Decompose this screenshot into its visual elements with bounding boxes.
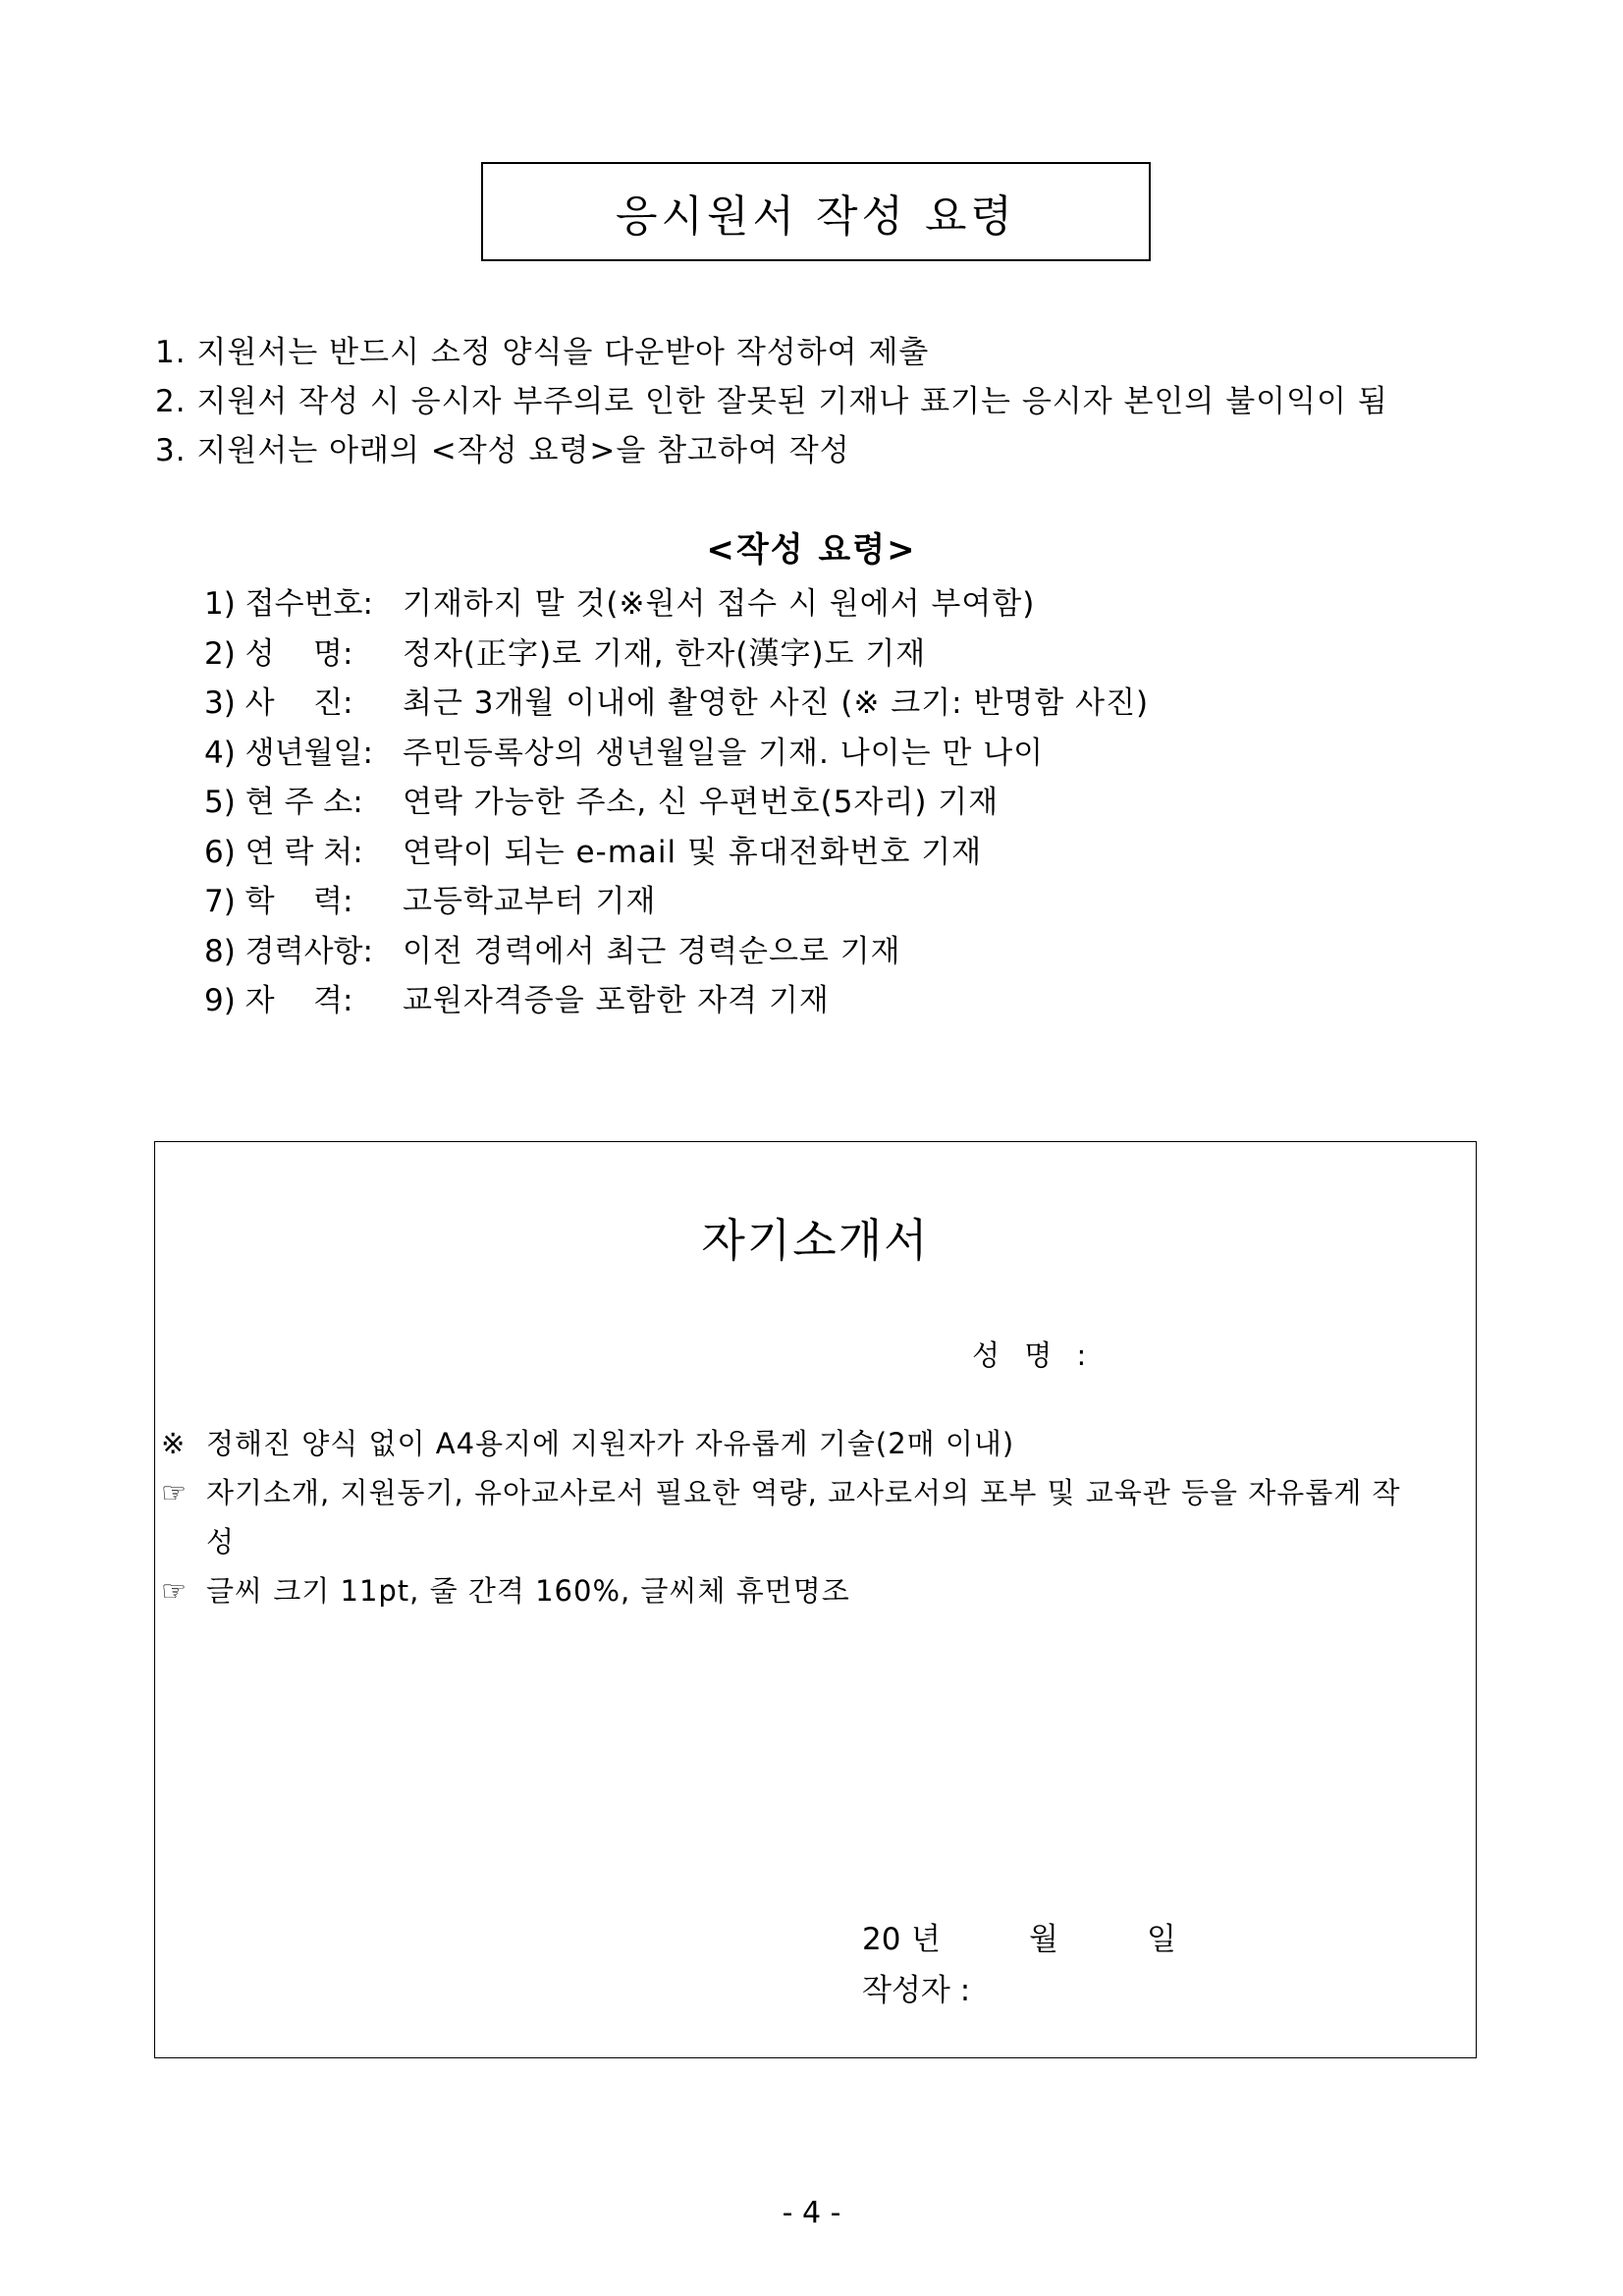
instruction-text: 글씨 크기 11pt, 줄 간격 160%, 글씨체 휴먼명조 xyxy=(206,1574,850,1608)
guide-label: 7) 학 력: xyxy=(204,884,353,919)
instruction-text: 정해진 양식 없이 A4용지에 지원자가 자유롭게 기술(2매 이내) xyxy=(206,1427,1015,1460)
pointing-hand-icon: ☞ xyxy=(161,1574,187,1608)
date-year-label: 년 xyxy=(911,1922,941,1957)
reference-mark-icon: ※ xyxy=(161,1427,186,1460)
guide-label: 9) 자 격: xyxy=(204,983,353,1018)
instruction-text: 자기소개, 지원동기, 유아교사로서 필요한 역량, 교사로서의 포부 및 교육관 등을 자유롭게 작성 xyxy=(206,1476,1401,1558)
guide-item xyxy=(204,679,1432,729)
guide-heading: <작성 요령> xyxy=(706,530,917,570)
author-label: 작성자 : xyxy=(862,1973,971,2008)
date-day-label: 일 xyxy=(1147,1922,1176,1957)
guide-text: 연락이 되는 e-mail 및 휴대전화번호 기재 xyxy=(403,834,983,870)
intro-item: 3. 지원서는 아래의 <작성 요령>을 참고하여 작성 xyxy=(155,433,850,468)
title-box xyxy=(481,162,1151,261)
guide-text: 주민등록상의 생년월일을 기재. 나이는 만 나이 xyxy=(403,735,1045,771)
page-number: - 4 - xyxy=(782,2196,841,2230)
instruction-item xyxy=(161,1468,1457,1566)
instruction-item xyxy=(161,1566,1457,1615)
intro-list xyxy=(155,328,1481,475)
guide-label: 2) 성 명: xyxy=(204,635,353,672)
intro-item: 2. 지원서 작성 시 응시자 부주의로 인한 잘못된 기재나 표기는 응시자 본인의 불이익이 됨 xyxy=(155,384,1388,419)
guide-text: 고등학교부터 기재 xyxy=(403,884,657,919)
guide-text: 교원자격증을 포함한 자격 기재 xyxy=(403,983,830,1018)
date-line xyxy=(862,1914,1176,1958)
guide-item xyxy=(204,629,1432,680)
guide-item xyxy=(204,828,1432,878)
guide-text: 최근 3개월 이내에 촬영한 사진 (※ 크기: 반명함 사진) xyxy=(403,685,1150,721)
guide-item xyxy=(204,729,1432,779)
guide-label: 5) 현 주 소: xyxy=(204,785,363,820)
self-intro-box xyxy=(154,1141,1477,2058)
name-label: 성 명 : xyxy=(972,1339,1095,1372)
guide-text: 연락 가능한 주소, 신 우편번호(5자리) 기재 xyxy=(403,785,1000,820)
guide-text: 기재하지 말 것(※원서 접수 시 원에서 부여함) xyxy=(403,586,1036,622)
guide-label: 1) 접수번호: xyxy=(204,586,373,622)
instruction-item xyxy=(161,1419,1457,1468)
guide-label: 3) 사 진: xyxy=(204,685,353,721)
instruction-list xyxy=(161,1419,1457,1615)
guide-item xyxy=(204,778,1432,828)
guide-text: 정자(正字)로 기재, 한자(漢字)도 기재 xyxy=(403,635,927,672)
guide-item xyxy=(204,579,1432,629)
guide-item xyxy=(204,927,1432,977)
intro-item: 1. 지원서는 반드시 소정 양식을 다운받아 작성하여 제출 xyxy=(155,335,930,370)
guide-text: 이전 경력에서 최근 경력순으로 기재 xyxy=(403,933,901,969)
date-year-prefix: 20 xyxy=(862,1922,901,1957)
date-month-label: 월 xyxy=(1029,1922,1058,1957)
guide-label: 6) 연 락 처: xyxy=(204,834,363,870)
self-intro-title: 자기소개서 xyxy=(701,1214,930,1267)
guide-list xyxy=(204,579,1432,1026)
page-title: 응시원서 작성 요령 xyxy=(615,191,1016,242)
guide-item xyxy=(204,976,1432,1026)
guide-item xyxy=(204,877,1432,927)
guide-label: 4) 생년월일: xyxy=(204,735,373,771)
pointing-hand-icon: ☞ xyxy=(161,1476,187,1509)
guide-label: 8) 경력사항: xyxy=(204,933,373,969)
